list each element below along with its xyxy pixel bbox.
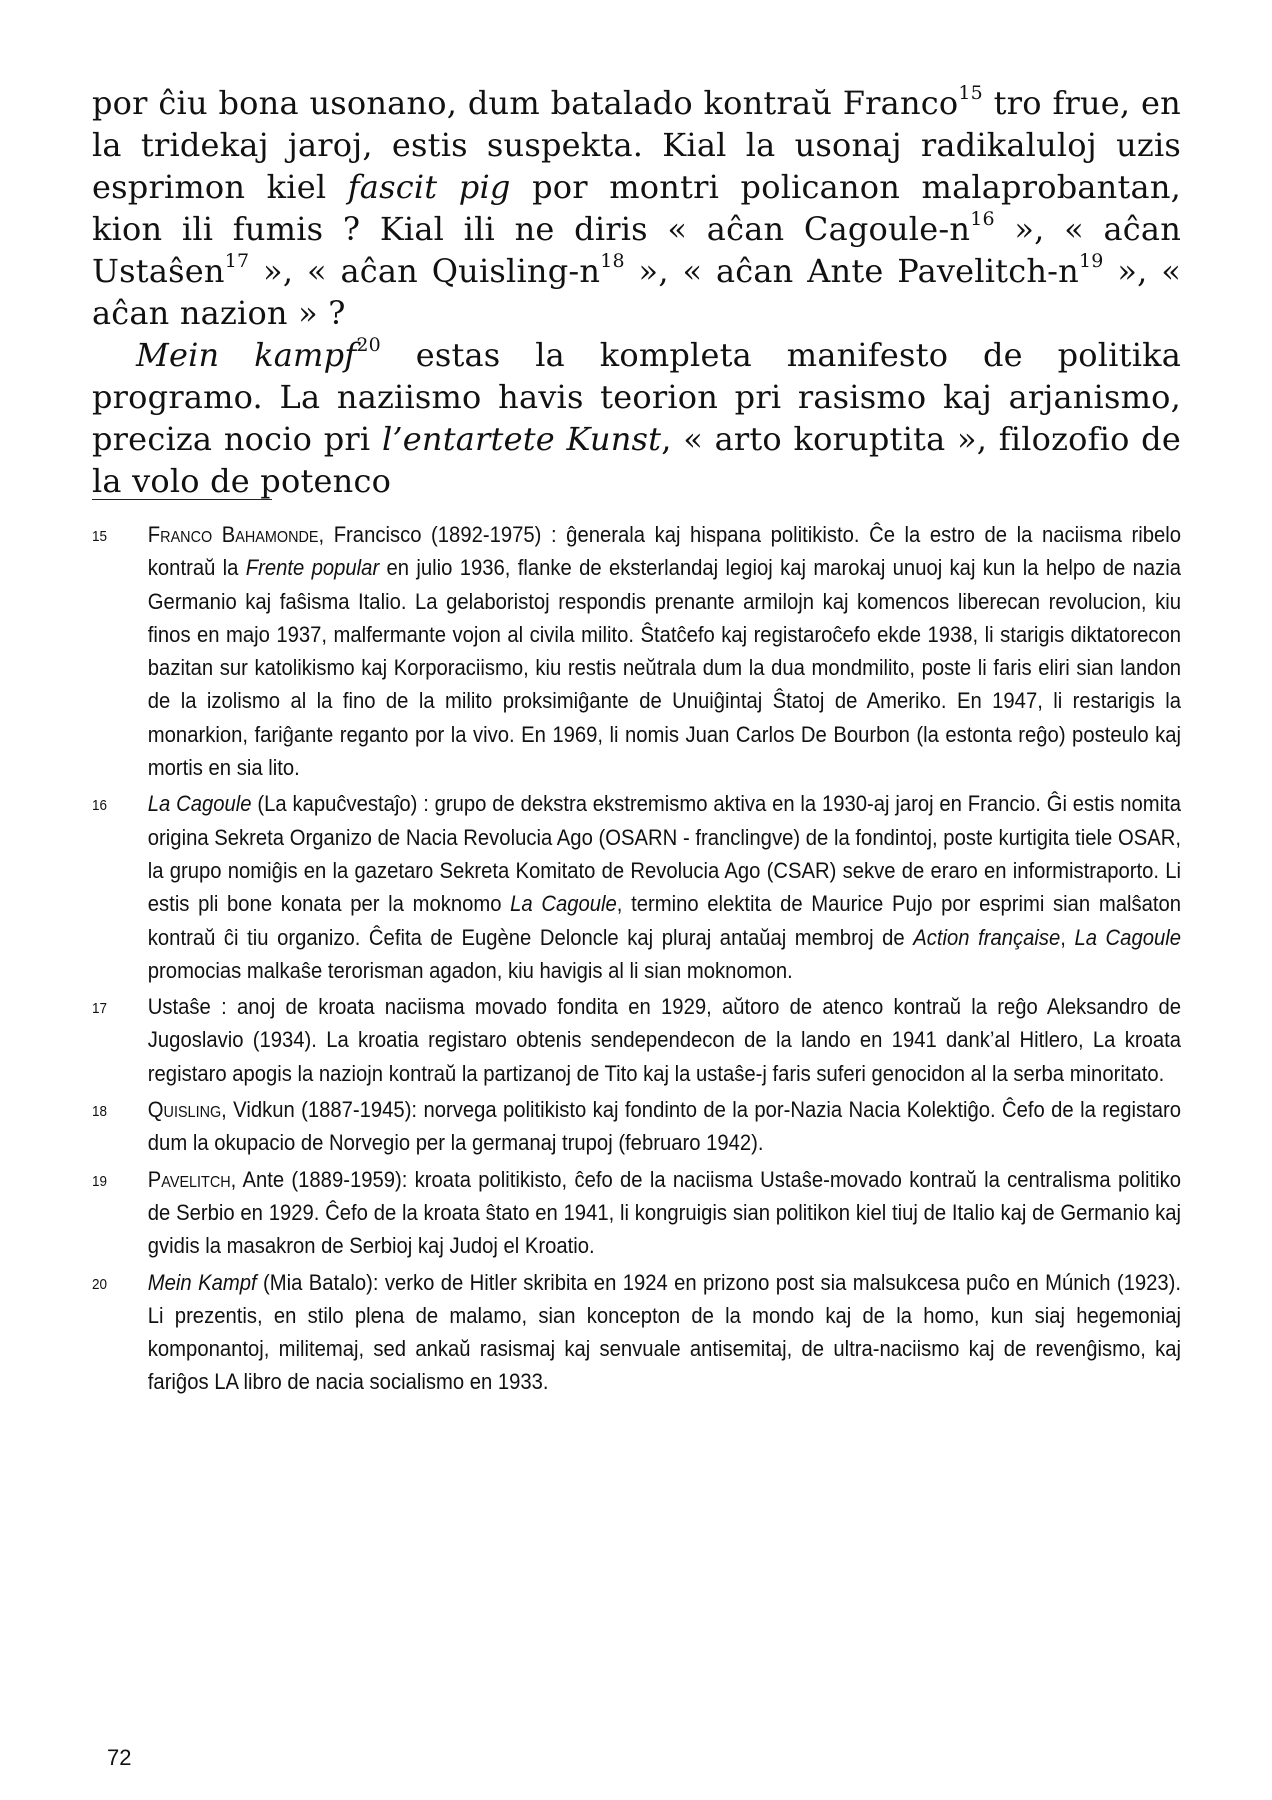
text-run: promocias malkaŝe terorisman agadon, kiu havigis al li sian moknomon. bbox=[147, 957, 793, 983]
footnote-text bbox=[148, 1163, 1181, 1263]
footnote-text bbox=[148, 1093, 1181, 1160]
text-run: , Vidkun (1887-1945): norvega politikisto kaj fondinto de la por-Nazia Nacia Kolektiĝo. Ĉefo de la registaro dum la okupacio de Norvegio per la germanaj trupoj (februaro 1942). bbox=[147, 1097, 1182, 1156]
text-run: por ĉiu bona usonano, dum batalado kontraŭ Franco bbox=[92, 84, 959, 122]
text-run: , termino elektita de Maurice Pujo por esprimi sian malŝaton kontraŭ ĉi tiu organizo. Ĉefita de Eugène Deloncle kaj pluraj antaŭaj membroj de bbox=[147, 891, 1182, 950]
footnote-15 bbox=[92, 518, 1181, 784]
italic-text: La Cagoule bbox=[510, 891, 617, 917]
footnotes bbox=[92, 518, 1181, 1402]
footnote-number: 20 bbox=[92, 1275, 108, 1293]
footnote-16 bbox=[92, 787, 1181, 987]
italic-text: fascit pig bbox=[347, 168, 511, 206]
footnote-ref: 15 bbox=[958, 82, 983, 105]
footnote-separator bbox=[92, 499, 272, 500]
text-run: en julio 1936, flanke de eksterlandaj legioj kaj marokaj unuoj kaj kun la helpo de nazia Germanio kaj faŝisma Italio. La gelaboristoj respondis prenante armilojn kaj komencos liberecan revolucion, kiu finos en majo 1937, malfermante vojon al civila milito. Ŝtatĉefo kaj registaroĉefo ekde 1938, li starigis diktatorecon bazitan sur katolikismo kaj Korporaciismo, kiu restis neŭtrala dum la dua mondmilito, poste li faris eliri sian landon de la izolismo al la fino de la milito proksimiĝante de Unuiĝintaj Ŝtatoj de Ameriko. En 1947, li restarigis la monarkion, fariĝante reganto por la vivo. En 1969, li nomis Juan Carlos De Bourbon (la estonta reĝo) posteulo kaj mortis en sia lito. bbox=[147, 555, 1182, 781]
small-caps-name: Pavelitch bbox=[147, 1166, 231, 1192]
italic-text: Action française bbox=[913, 924, 1061, 950]
text-run: estas la kompleta manifesto de politika programo. La naziismo havis teorion pri rasismo kaj arjanismo, preciza nocio pri bbox=[92, 336, 1182, 458]
paragraph-1 bbox=[92, 82, 1181, 334]
page-number: 72 bbox=[107, 1745, 132, 1770]
small-caps-name: Franco Bahamonde bbox=[147, 522, 319, 547]
italic-text: Mein Kampf bbox=[147, 1269, 257, 1295]
italic-text: Frente popular bbox=[245, 555, 380, 581]
text-run: », « aĉan Ustaŝen bbox=[92, 210, 1182, 290]
text-run: , Francisco (1892-1975) : ĝenerala kaj hispana politikisto. Ĉe la estro de la naciisma ribelo kontraŭ la bbox=[147, 522, 1181, 581]
small-caps-name: Quisling bbox=[147, 1097, 222, 1123]
footnote-text: Ustaŝe : anoj de kroata naciisma movado fondita en 1929, aŭtoro de atenco kontraŭ la reĝo Aleksandro de Jugoslavio (1934). La kroatia registaro obtenis sendependecon de la lando en 1941 dank’al Hitlero, La kroata registaro apogis la naziojn kontraŭ la partizanoj de Tito kaj la ustaŝe-j faris suferi genocidon al la serba minoritato. bbox=[147, 994, 1181, 1086]
text-run: », « aĉan Quisling-n bbox=[249, 252, 601, 290]
footnote-number: 18 bbox=[92, 1103, 108, 1121]
footnote-number: 19 bbox=[92, 1172, 108, 1190]
footnote-ref: 16 bbox=[970, 208, 995, 231]
footnote-number: 16 bbox=[92, 797, 108, 815]
text-run: tro frue, en la tridekaj jaroj, estis suspekta. Kial la usonaj radikaluloj uzis esprimon kiel bbox=[92, 84, 1181, 206]
footnote-17 bbox=[92, 990, 1181, 1090]
text-run: », « aĉan nazion » ? bbox=[92, 252, 1182, 332]
paragraph-2 bbox=[92, 334, 1181, 502]
footnote-ref: 18 bbox=[600, 250, 625, 273]
text-run: , bbox=[1060, 924, 1075, 950]
text-run: , Ante (1889-1959): kroata politikisto, ĉefo de la naciisma Ustaŝe-movado kontraŭ la centralisma politiko de Serbio en 1929. Ĉefo de la kroata ŝtato en 1941, li kongruigis sian politikon kiel tiuj de Italio kaj de Germanio kaj gvidis la masakron de Serbioj kaj Judoj el Kroatio. bbox=[147, 1166, 1181, 1259]
footnote-18 bbox=[92, 1093, 1181, 1160]
footnote-text bbox=[148, 518, 1181, 784]
footnote-number: 15 bbox=[92, 528, 108, 545]
footnote-ref: 20 bbox=[356, 334, 381, 357]
footnote-number: 17 bbox=[92, 1000, 108, 1018]
footnote-19 bbox=[92, 1163, 1181, 1263]
italic-text: La Cagoule bbox=[1074, 924, 1181, 950]
footnote-ref: 19 bbox=[1078, 250, 1104, 273]
footnote-20 bbox=[92, 1266, 1181, 1399]
italic-text: Mein kampf bbox=[136, 336, 357, 374]
footnote-text bbox=[148, 787, 1181, 987]
text-run: », « aĉan Ante Pavelitch-n bbox=[624, 252, 1079, 290]
footnote-ref: 17 bbox=[224, 250, 250, 273]
italic-text: La Cagoule bbox=[147, 791, 252, 817]
text-run: (La kapuĉvestaĵo) : grupo de dekstra ekstremismo aktiva en la 1930-aj jaroj en Francio. Ĝi estis nomita origina Sekreta Organizo de Nacia Revolucia Ago (OSARN - franclingve) de la fondintoj, poste kurtigita tiele OSAR, la grupo nomiĝis en la gazetaro Sekreta Komitato de Revolucia Ago (CSAR) sekve de eraro en informistraporto. Li estis pli bone konata per la moknomo bbox=[147, 791, 1181, 917]
footnote-text bbox=[148, 1266, 1181, 1399]
text-run: , « arto koruptita », filozofio de la volo de potenco bbox=[92, 420, 1181, 500]
text-run: por montri policanon malaprobantan, kion ili fumis ? Kial ili ne diris « aĉan Cagoule-n bbox=[92, 168, 1181, 248]
main-text bbox=[92, 82, 1181, 502]
text-run: (Mia Batalo): verko de Hitler skribita en 1924 en prizono post sia malsukcesa puĉo en Múnich (1923). Li prezentis, en stilo plena de malamo, sian koncepton de la mondo kaj de la homo, kun siaj hegemoniaj komponantoj, militemaj, sed ankaŭ rasismaj kaj senvuale antisemitaj, de ultra-naciismo kaj de revenĝismo, kaj fariĝos LA libro de nacia socialismo en 1933. bbox=[147, 1269, 1181, 1395]
italic-text: l’entartete Kunst bbox=[381, 420, 662, 458]
